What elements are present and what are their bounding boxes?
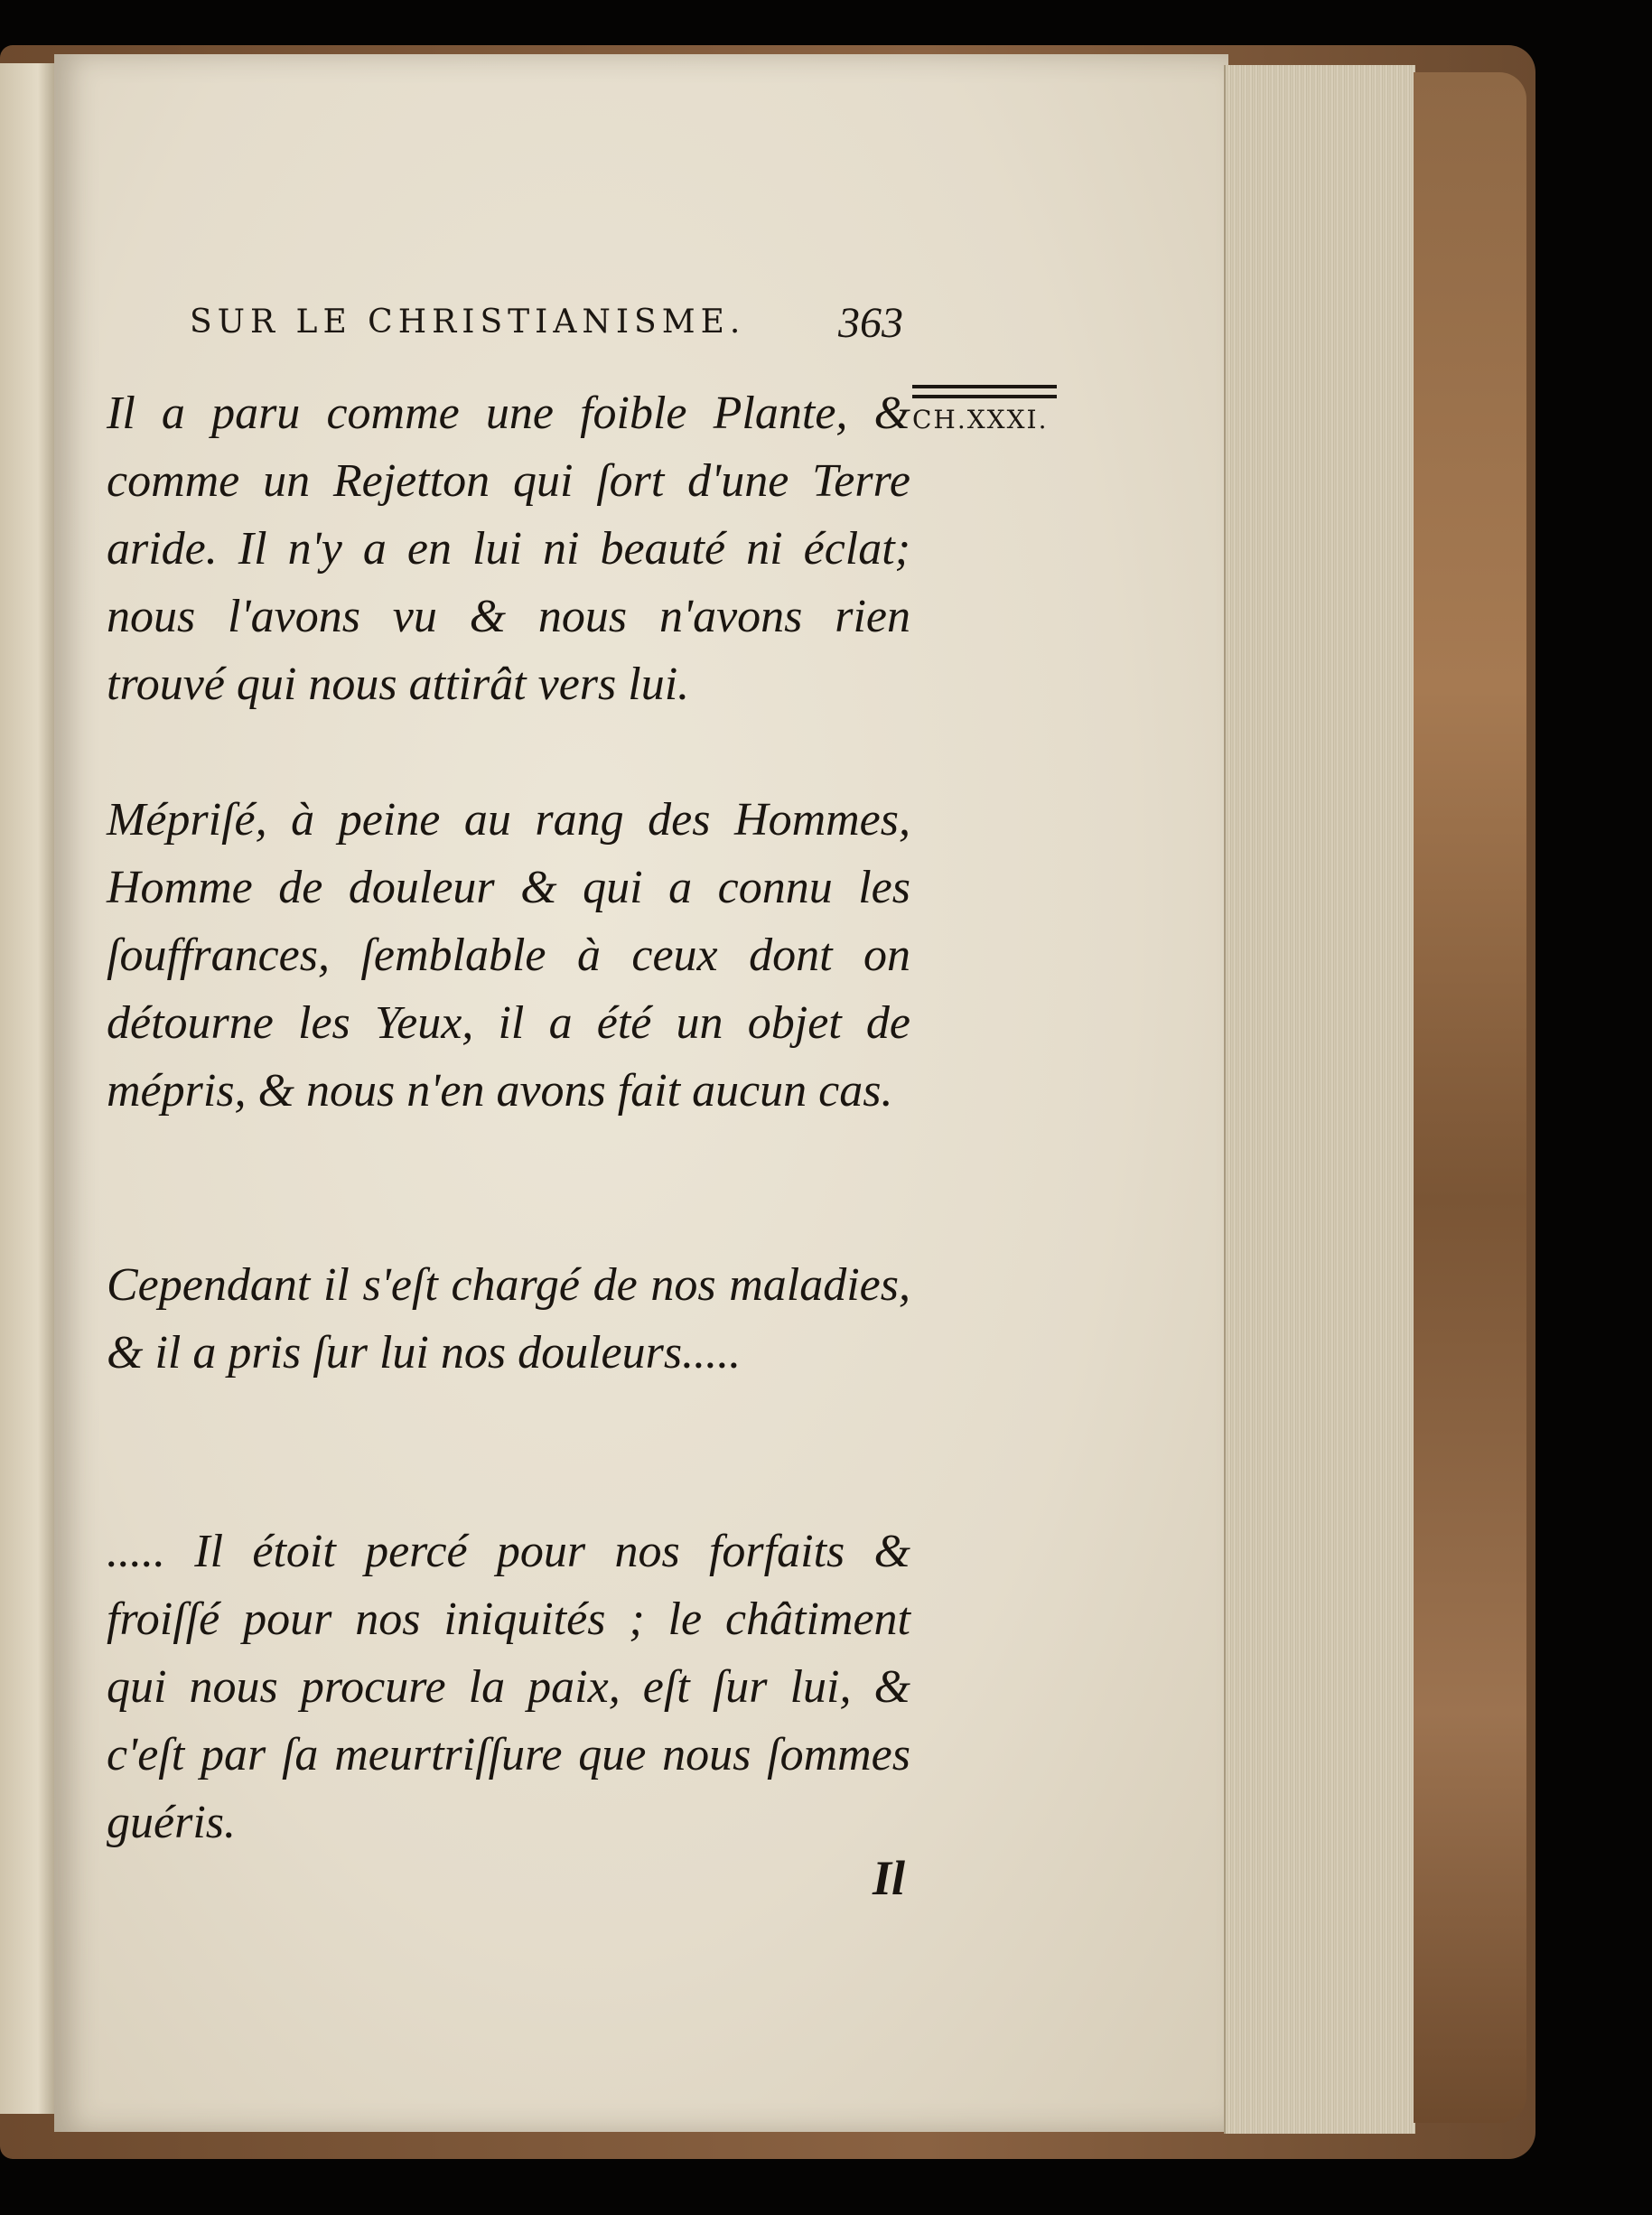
paragraph-2: Mépriſé, à peine au rang des Hommes, Homme de douleur & qui a connu les ſouffrances, ſemblable à ceux dont on détourne les Yeux, il a été un objet de mépris, & nous n'en avons fait aucun cas. [107,794,910,1117]
left-page-edge [0,63,57,2114]
marker-rule [912,395,1057,398]
catchword: Il [873,1851,906,1905]
page-header [190,298,903,352]
page-number: 363 [838,299,903,347]
paragraph-3: Cependant il s'eſt chargé de nos maladies, & il a pris ſur lui nos douleurs..... [107,1259,910,1379]
paragraph-4: ..... Il étoit percé pour nos forfaits & froiſſé pour nos iniquités ; le châtiment qui nous procure la paix, eſt ſur lui, & c'eſt par ſa meurtriſſure que nous ſommes guéris. [107,1526,910,1848]
page-edges [1224,65,1415,2134]
chapter-marker-text: CH.XXXI. [912,405,1049,435]
leather-cover [1414,72,1526,2123]
chapter-marker [912,385,1068,448]
running-title: SUR LE CHRISTIANISME. [190,304,746,341]
marker-rule [912,385,1057,388]
paragraph-1: Il a paru comme une foible Plante, & comme un Rejetton qui ſort d'une Terre aride. Il n'y a en lui ni beauté ni éclat; nous l'avons vu & nous n'avons rien trouvé qui nous attirât vers lui. [107,388,910,710]
